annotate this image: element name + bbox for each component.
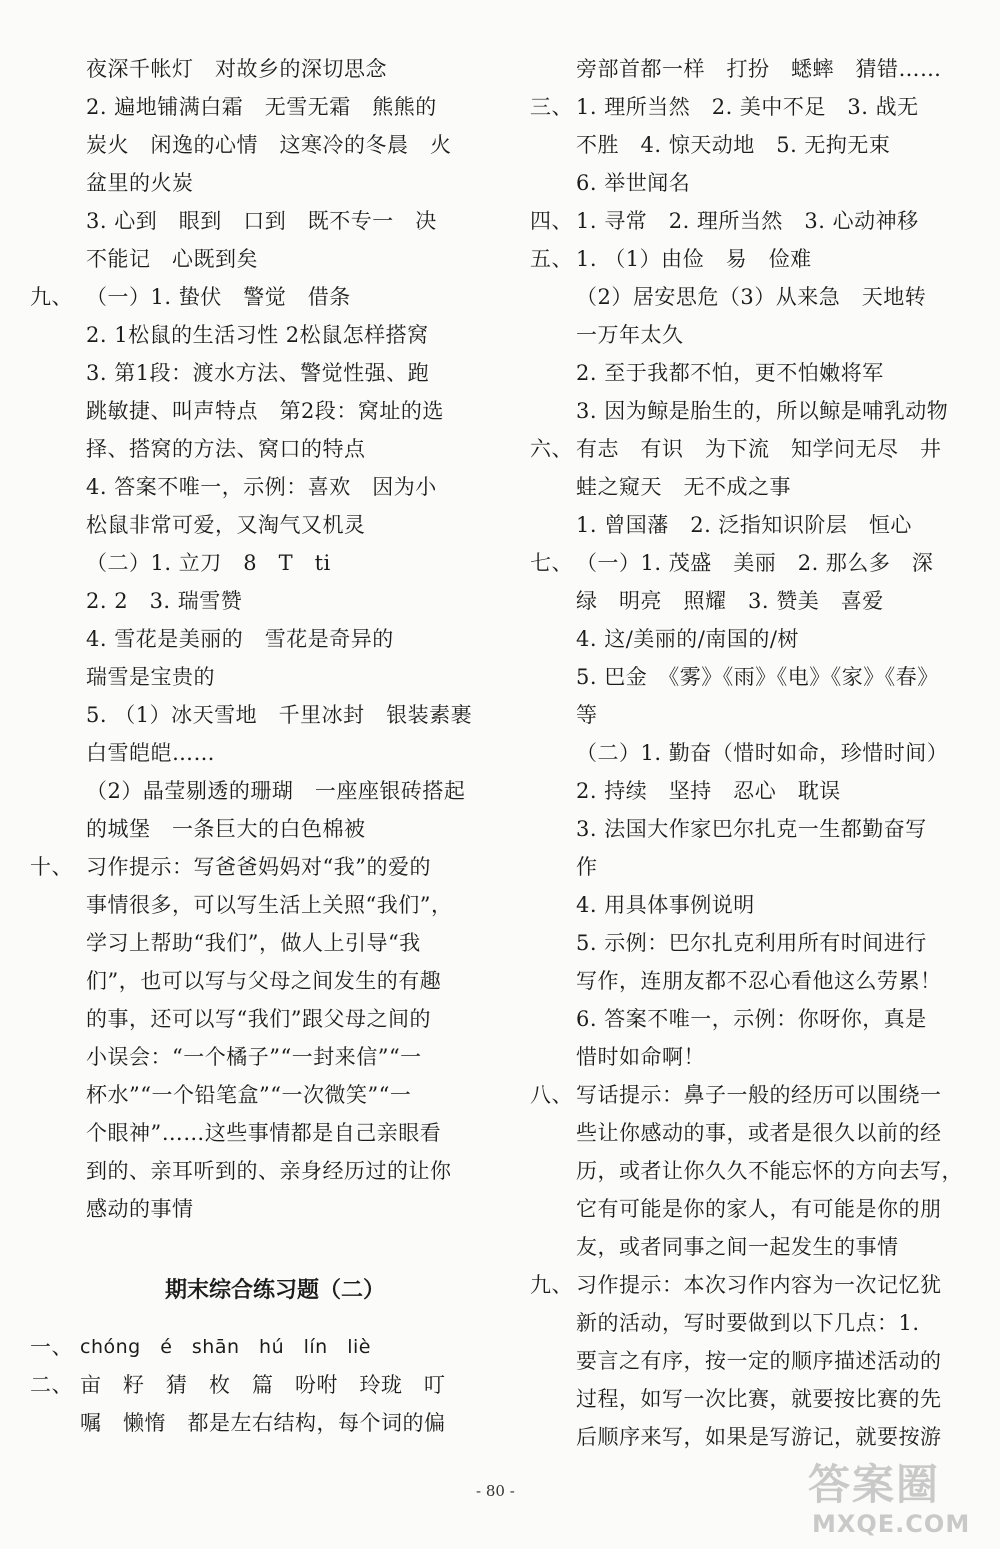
section-marker: 八、 (530, 1083, 573, 1107)
answer-text: 的城堡 一条巨大的白色棉被 (86, 817, 366, 841)
answer-text: 到的、亲耳听到的、亲身经历过的让你 (86, 1159, 452, 1183)
answer-line (30, 734, 480, 772)
answer-line (30, 772, 480, 810)
answer-text: 1. 寻常 2. 理所当然 3. 心动神移 (576, 209, 919, 233)
answer-line (30, 1328, 480, 1366)
answer-line (30, 1404, 480, 1442)
answer-line (30, 1190, 480, 1228)
answer-text: 学习上帮助“我们”，做人上引导“我 (86, 931, 421, 955)
answer-line (30, 886, 480, 924)
answer-text: 等 (576, 703, 598, 727)
answer-line (530, 1000, 970, 1038)
answer-text: 跳敏捷、叫声特点 第2段：窝址的选 (86, 399, 444, 423)
answer-text: 不胜 4. 惊天动地 5. 无拘无束 (576, 133, 891, 157)
answer-text: 6. 举世闻名 (576, 171, 691, 195)
answer-text: 2. 1松鼠的生活习性 2松鼠怎样搭窝 (86, 323, 429, 347)
answer-text: 3. 心到 眼到 口到 既不专一 决 (86, 209, 437, 233)
answer-text: （2）居安思危（3）从来急 天地转 (576, 285, 927, 309)
answer-text: 2. 持续 坚持 忍心 耽误 (576, 779, 841, 803)
answer-line (30, 468, 480, 506)
answer-text: 杯水”“一个铅笔盒”“一次微笑”“一 (86, 1083, 412, 1107)
answer-line (30, 1152, 480, 1190)
answer-text: 不能记 心既到矣 (86, 247, 258, 271)
answer-text: 友，或者同事之间一起发生的事情 (576, 1235, 899, 1259)
watermark-url: MXQE.COM (812, 1510, 971, 1538)
answer-text: 4. 这/美丽的/南国的/树 (576, 627, 799, 651)
answer-text: 瑞雪是宝贵的 (86, 665, 215, 689)
answer-text: 历，或者让你久久不能忘怀的方向去写， (576, 1159, 963, 1183)
answer-text: 2. 遍地铺满白霜 无雪无霜 熊熊的 (86, 95, 437, 119)
answer-text: 绿 明亮 照耀 3. 赞美 喜爱 (576, 589, 884, 613)
answer-text: 惜时如命啊！ (576, 1045, 705, 1069)
answer-line (30, 1000, 480, 1038)
answer-text: 5. （1）冰天雪地 千里冰封 银装素裹 (86, 703, 473, 727)
answer-line (530, 430, 970, 468)
answer-line (530, 88, 970, 126)
answer-text: 习作提示：本次习作内容为一次记忆犹 (576, 1273, 942, 1297)
answer-text: 2. 2 3. 瑞雪赞 (86, 589, 243, 613)
answer-line (530, 392, 970, 430)
section-marker: 三、 (530, 95, 573, 119)
answer-line (530, 962, 970, 1000)
left-column (30, 50, 480, 1442)
answer-text: 新的活动，写时要做到以下几点：1. (576, 1311, 920, 1335)
answer-text: 2. 至于我都不怕，更不怕嫩将军 (576, 361, 884, 385)
answer-line (530, 240, 970, 278)
answer-text: （一）1. 蛰伏 警觉 借条 (86, 285, 351, 309)
answer-text: 旁部首都一样 打扮 蟋蟀 猜错…… (576, 57, 942, 81)
answer-text: 1. 曾国藩 2. 泛指知识阶层 恒心 (576, 513, 912, 537)
answer-text: 蛙之窥天 无不成之事 (576, 475, 791, 499)
answer-line (530, 1228, 970, 1266)
answer-line (30, 88, 480, 126)
answer-line (30, 1076, 480, 1114)
answer-text: 择、搭窝的方法、窝口的特点 (86, 437, 366, 461)
answer-text: 们”，也可以写与父母之间发生的有趣 (86, 969, 442, 993)
section-marker: 五、 (530, 247, 573, 271)
answer-text: 要言之有序，按一定的顺序描述活动的 (576, 1349, 942, 1373)
answer-line (530, 620, 970, 658)
answer-line (530, 50, 970, 88)
answer-text: （二）1. 勤奋（惜时如命，珍惜时间） (576, 741, 949, 765)
section-marker: 一、 (30, 1335, 73, 1359)
answer-text: 的事，还可以写“我们”跟父母之间的 (86, 1007, 431, 1031)
answer-text: 亩 籽 猜 枚 篇 吩咐 玲珑 叮 (80, 1373, 446, 1397)
answer-text: chóng é shān hú lín liè (80, 1336, 371, 1358)
answer-text: 作 (576, 855, 598, 879)
answer-line (30, 240, 480, 278)
answer-line (30, 202, 480, 240)
answer-line (30, 278, 480, 316)
answer-line (530, 354, 970, 392)
answer-line (30, 544, 480, 582)
answer-text: 3. 法国大作家巴尔扎克一生都勤奋写 (576, 817, 927, 841)
answer-line (530, 544, 970, 582)
section-marker: 九、 (530, 1273, 573, 1297)
answer-text: 5. 示例：巴尔扎克利用所有时间进行 (576, 931, 927, 955)
answer-text: 松鼠非常可爱，又淘气又机灵 (86, 513, 366, 537)
answer-line (530, 1076, 970, 1114)
answer-line (30, 316, 480, 354)
page-number: - 80 - (476, 1482, 515, 1500)
answer-text: 一万年太久 (576, 323, 684, 347)
watermark-logo: 答案圈 (808, 1460, 941, 1509)
answer-line (530, 696, 970, 734)
answer-line (30, 354, 480, 392)
answer-line (530, 278, 970, 316)
answer-text: 6. 答案不唯一，示例：你呀你，真是 (576, 1007, 927, 1031)
answer-text: 写作，连朋友都不忍心看他这么劳累！ (576, 969, 942, 993)
answer-text: 事情很多，可以写生活上关照“我们”， (86, 893, 453, 917)
answer-line (530, 1342, 970, 1380)
answer-line (530, 202, 970, 240)
answer-text: 4. 用具体事例说明 (576, 893, 755, 917)
answer-text: 写话提示：鼻子一般的经历可以围绕一 (576, 1083, 942, 1107)
answer-text: 个眼神”……这些事情都是自己亲眼看 (86, 1121, 442, 1145)
answer-text: 4. 雪花是美丽的 雪花是奇异的 (86, 627, 416, 651)
answer-text: 白雪皑皑…… (86, 741, 215, 765)
answer-text: 炭火 闲逸的心情 这寒冷的冬晨 火 (86, 133, 452, 157)
section-marker: 九、 (30, 285, 73, 309)
answer-text: 嘱 懒惰 都是左右结构，每个词的偏 (80, 1411, 446, 1435)
watermark (808, 1452, 990, 1544)
answer-line (530, 582, 970, 620)
section-marker: 二、 (30, 1373, 73, 1397)
answer-line (30, 1114, 480, 1152)
answer-line (530, 1152, 970, 1190)
answer-line (530, 734, 970, 772)
answer-line (30, 848, 480, 886)
answer-line (530, 1380, 970, 1418)
answer-text: 些让你感动的事，或者是很久以前的经 (576, 1121, 942, 1145)
answer-line (30, 50, 480, 88)
answer-text: 4. 答案不唯一，示例：喜欢 因为小 (86, 475, 437, 499)
section-gap (30, 1228, 480, 1268)
answer-line (530, 848, 970, 886)
answer-line (30, 582, 480, 620)
answer-text: 盆里的火炭 (86, 171, 194, 195)
answer-text: 1. 理所当然 2. 美中不足 3. 战无 (576, 95, 919, 119)
answer-line (530, 810, 970, 848)
answer-text: 3. 因为鲸是胎生的，所以鲸是哺乳动物 (576, 399, 949, 423)
answer-text: 习作提示：写爸爸妈妈对“我”的爱的 (86, 855, 431, 879)
section-heading: 期末综合练习题（二） (164, 1278, 385, 1303)
answer-line (530, 126, 970, 164)
answer-text: 小误会：“一个橘子”“一封来信”“一 (86, 1045, 422, 1069)
section-marker: 四、 (530, 209, 573, 233)
answer-text: （一）1. 茂盛 美丽 2. 那么多 深 (576, 551, 934, 575)
answer-line (30, 658, 480, 696)
answer-line (530, 1266, 970, 1304)
answer-text: 有志 有识 为下流 知学问无尽 井 (576, 437, 942, 461)
answer-text: 它有可能是你的家人，有可能是你的朋 (576, 1197, 942, 1221)
section-marker: 七、 (530, 551, 573, 575)
answer-line (30, 1366, 480, 1404)
answer-line (530, 164, 970, 202)
answer-line (530, 1038, 970, 1076)
answer-line (530, 506, 970, 544)
answer-text: 3. 第1段：渡水方法、警觉性强、跑 (86, 361, 430, 385)
answer-line (530, 468, 970, 506)
answer-line (30, 810, 480, 848)
answer-line (30, 392, 480, 430)
answer-line (530, 924, 970, 962)
answer-line (530, 1418, 970, 1456)
answer-line (30, 1038, 480, 1076)
answer-text: （二）1. 立刀 8 T ti (86, 551, 331, 575)
answer-text: 感动的事情 (86, 1197, 194, 1221)
right-column (530, 50, 970, 1456)
answer-line (30, 696, 480, 734)
answer-line (530, 772, 970, 810)
answer-text: 5. 巴金 《雾》《雨》《电》《家》《春》 (576, 665, 939, 689)
answer-line (30, 164, 480, 202)
section-marker: 六、 (530, 437, 573, 461)
answer-line (530, 1190, 970, 1228)
answer-text: 后顺序来写，如果是写游记，就要按游 (576, 1425, 942, 1449)
answer-line (30, 430, 480, 468)
answer-line (30, 506, 480, 544)
answer-line (30, 924, 480, 962)
answer-text: 1. （1）由俭 易 俭难 (576, 247, 812, 271)
answer-line (30, 126, 480, 164)
answer-text: 过程，如写一次比赛，就要按比赛的先 (576, 1387, 942, 1411)
section-marker: 十、 (30, 855, 73, 879)
answer-line (530, 316, 970, 354)
answer-text: 夜深千帐灯 对故乡的深切思念 (86, 57, 387, 81)
answer-line (530, 1304, 970, 1342)
answer-line (530, 1114, 970, 1152)
answer-line (530, 658, 970, 696)
answer-text: （2）晶莹剔透的珊瑚 一座座银砖搭起 (86, 779, 466, 803)
answer-line (30, 620, 480, 658)
answer-line (530, 886, 970, 924)
section-gap (30, 1314, 480, 1328)
answer-line (30, 962, 480, 1000)
